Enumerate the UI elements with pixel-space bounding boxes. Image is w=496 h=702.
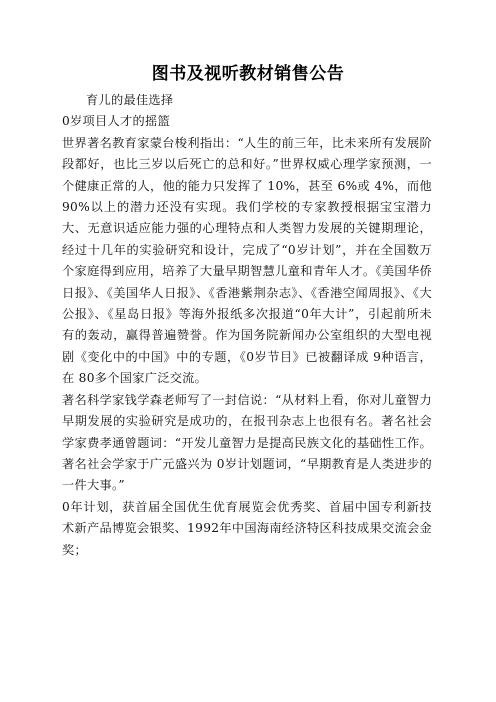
paragraph-quotes: 著名科学家钱学森老师写了一封信说：“从材料上看，你对儿童智力早期发展的实验研究是成功的，在报刊杂志上也很有名。著名社会学家费孝通曾题词：“开发儿童智力是提高民族文化的基础性工作。著名社会学家于广元盛兴为 0岁计划题词，“早期教育是人类进步的一件大事。” [62,392,432,493]
paragraph-main: 世界著名教育家蒙台梭利指出：“人生的前三年，比未来所有发展阶段都好，也比三岁以后死亡的总和好。”世界权威心理学家预测，一个健康正常的人，他的能力只发挥了 10%，甚至 6%或 4%，而他 90%以上的潜力还没有实现。我们学校的专家教授根据宝宝潜力大、无意识适应能力强的心理特点和人类智力发展的关键期理论，经过十几年的实验研究和设计，完成了“0岁计划”，并在全国数万个家庭得到应用，培养了大量早期智慧儿童和青年人才。《美国华侨日报》、《美国华人日报》、《香港紫荆杂志》、《香港空闻周报》、《大公报》、《星岛日报》等海外报纸多次报道“0年大计”，引起前所未有的轰动，赢得普遍赞誉。作为国务院新闻办公室组织的大型电视剧《变化中的中国》中的专题，《0岁节目》已被翻译成 9种语言，在 80多个国家广泛交流。 [62,135,432,386]
paragraph-awards: 0年计划，获首届全国优生优育展览会优秀奖、首届中国专利新技术新产品博览会银奖、1992年中国海南经济特区科技成果交流会金奖； [62,499,432,557]
paragraph-heading: 0岁项目人才的摇篮 [62,114,170,129]
document-title: 图书及视听教材销售公告 [151,64,345,84]
document-body [62,90,432,561]
paragraph-subtitle: 育儿的最佳选择 [86,93,174,107]
